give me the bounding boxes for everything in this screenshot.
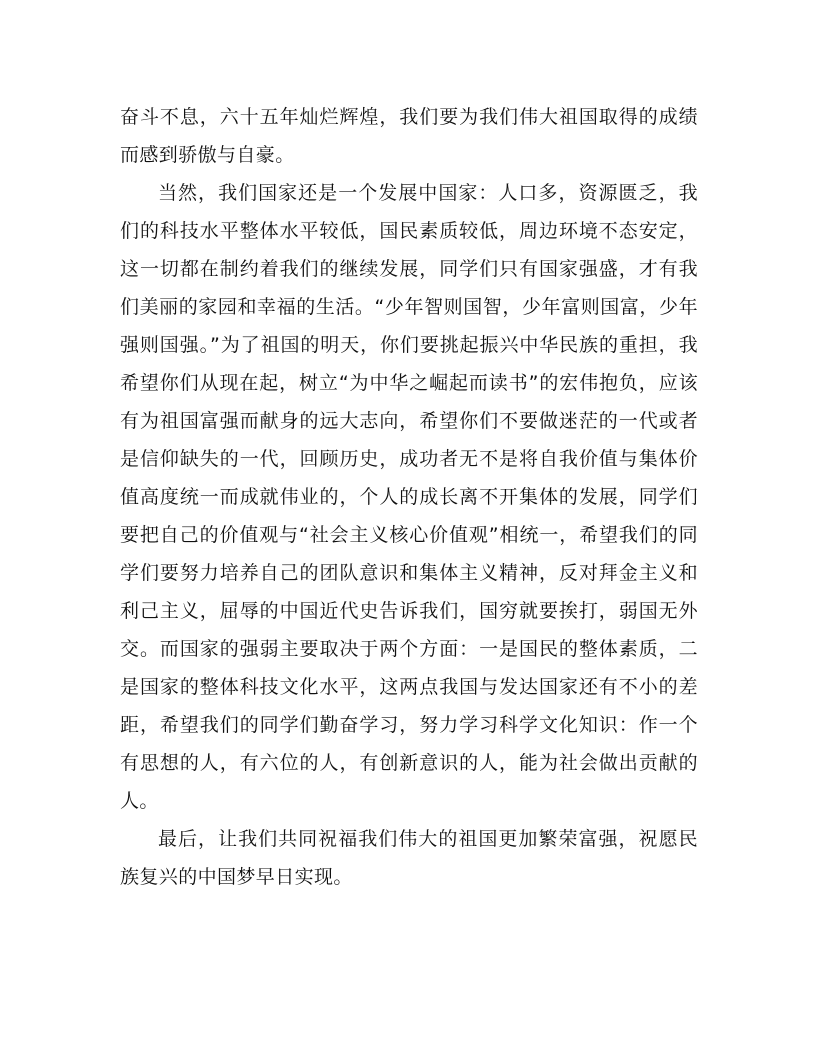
paragraph-1: 奋斗不息，六十五年灿烂辉煌，我们要为我们伟大祖国取得的成绩而感到骄傲与自豪。	[120, 106, 698, 166]
paragraph-2: 当然，我们国家还是一个发展中国家：人口多，资源匮乏，我们的科技水平整体水平较低，国民素质较低，周边环境不态安定，这一切都在制约着我们的继续发展，同学们只有国家强盛，才有我们美丽的家园和幸福的生活。“少年智则国智，少年富则国富，少年强则国强。”为了祖国的明天，你们要挑起振兴中华民族的重担，我希望你们从现在起，树立“为中华之崛起而读书”的宏伟抱负，应该有为祖国富强而献身的远大志向，希望你们不要做迷茫的一代或者是信仰缺失的一代，回顾历史，成功者无不是将自我价值与集体价值高度统一而成就伟业的，个人的成长离不开集体的发展，同学们要把自己的价值观与“社会主义核心价值观”相统一，希望我们的同学们要努力培养自己的团队意识和集体主义精神，反对拜金主义和利己主义，屈辱的中国近代史告诉我们，国穷就要挨打，弱国无外交。而国家的强弱主要取决于两个方面：一是国民的整体素质，二是国家的整体科技文化水平，这两点我国与发达国家还有不小的差距，希望我们的同学们勤奋学习，努力学习科学文化知识：作一个有思想的人，有六位的人，有创新意识的人，能为社会做出贡献的人。	[120, 182, 698, 812]
paragraph-3: 最后，让我们共同祝福我们伟大的祖国更加繁荣富强，祝愿民族复兴的中国梦早日实现。	[120, 828, 698, 888]
document-body	[120, 98, 698, 896]
